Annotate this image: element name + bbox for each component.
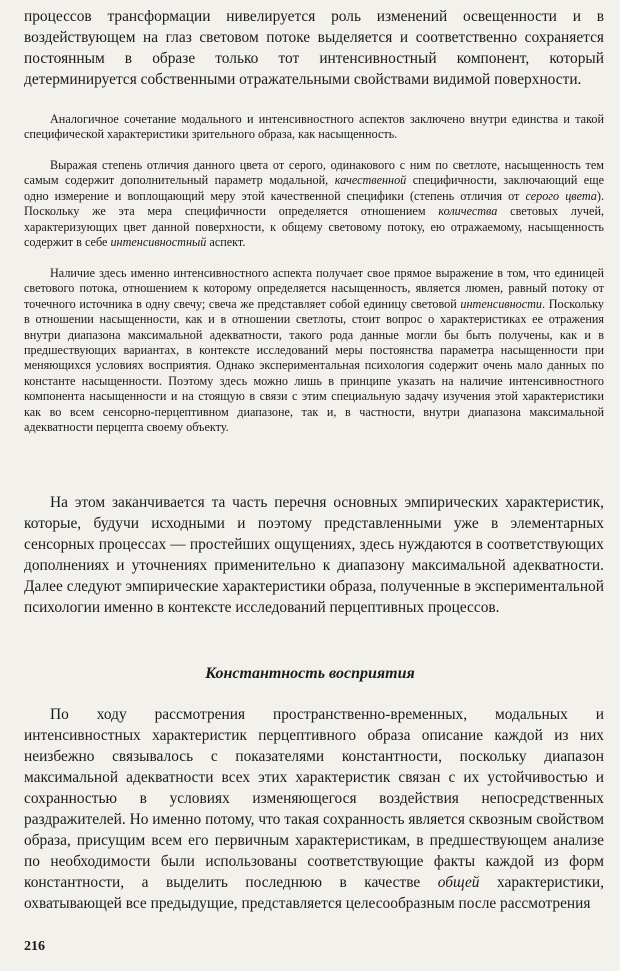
text-run: . Поскольку в отношении насыщенности, как и в отношении светлоты, стоит вопрос о характеристиках ее отражения внутри диапазона максимальной адекватности, такого рода данные могли бы быть получены, как и в предшествующих вариантах, в контексте исследований меры постоянства параметра насыщенности при меняющихся условиях восприятия. Однако экспериментальная психология содержит очень мало данных по константе насыщенности. Поэтому здесь можно лишь в принципе указать на наличие интенсивностного компонента насыщенности и на стоящую в связи с этим специальную задачу изучения этой характеристики как во всем сенсорно-перцептивном диапазоне, так и, в частности, внутри диапазона максимальной адекватности перцепта своему объекту. bbox=[24, 296, 605, 435]
text-run: ). Поскольку же эта мера специфичности определяется отношением bbox=[24, 188, 604, 219]
emphasis: качественной bbox=[334, 173, 407, 188]
text-run: Наличие здесь именно интенсивностного аспекта получает свое прямое выражение в том, что единицей светового потока, отношением к которому определяется насыщенность, является люмен, равный потоку от точечного источника в одну свечу; свеча же представляет собой единицу световой bbox=[24, 266, 604, 311]
small-paragraph-3 bbox=[24, 266, 604, 435]
text-run: аспект. bbox=[209, 235, 246, 250]
emphasis: интенсивностный bbox=[110, 235, 207, 250]
text-run: Выражая степень отличия данного цвета от серого, одинакового с ним по светлоте, насыщенность тем самым содержит дополнительный параметр модальной, bbox=[24, 158, 604, 188]
section-heading: Константность восприятия bbox=[205, 665, 415, 682]
emphasis: серого цвета bbox=[525, 188, 597, 203]
small-paragraph-2 bbox=[24, 158, 604, 250]
paragraph-continuation: процессов трансформации нивелируется роль изменений освещенности и в воздействующем на глаз световом потоке выделяется и соответственно сохраняется постоянным в образе только тот интенсивностный компонент, который детерминируется собственными отражательными свойствами видимой поверхности. bbox=[24, 8, 604, 88]
page-number: 216 bbox=[24, 939, 45, 954]
emphasis: общей bbox=[437, 874, 480, 891]
text-run: По ходу рассмотрения пространственно-временных, модальных и интенсивностных характеристик перцептивного образа описание каждой из них неизбежно связывалось с показателями константности, поскольку диапазон максимальной адекватности всех этих характеристик связан с их устойчивостью и сохранностью в условиях изменяющегося воздействия непосредственных раздражителей. Но именно потому, что такая сохранность является сквозным свойством образа, присущим всем его первичным характеристикам, в предшествующем анализе по необходимости были использованы соответствующие факты каждой из форм константности, а выделить последнюю в качестве bbox=[24, 706, 604, 891]
small-paragraph-1: Аналогичное сочетание модального и интенсивностного аспектов заключено внутри единства и такой специфической характеристики зрительного образа, как насыщенность. bbox=[24, 112, 604, 142]
paragraph-enumeration-end: На этом заканчивается та часть перечня основных эмпирических характеристик, которые, будучи исходными и поэтому представленными уже в элементарных сенсорных процессах — простейших ощущениях, здесь нуждаются в соответствующих дополнениях и уточнениях применительно к диапазону максимальной адекватности. Далее следуют эмпирические характеристики образа, полученные в экспериментальной психологии именно в контексте исследований перцептивных процессов. bbox=[24, 494, 604, 616]
emphasis: интенсивности bbox=[460, 296, 543, 311]
emphasis: количества bbox=[438, 204, 498, 219]
text-run: характеристики, охватывающей все предыдущие, представляется целесообразным после рассмотрения bbox=[24, 874, 604, 912]
paragraph-constancy bbox=[24, 704, 604, 914]
text-run: специфичности, заключающий еще одно измерение и воплощающий меру этой качественной специфики (степень отличия от bbox=[24, 173, 605, 203]
text-run: световых лучей, характеризующих цвет данной поверхности, к общему световому потоку, ею отражаемому, насыщенность содержит в себе bbox=[24, 204, 605, 250]
